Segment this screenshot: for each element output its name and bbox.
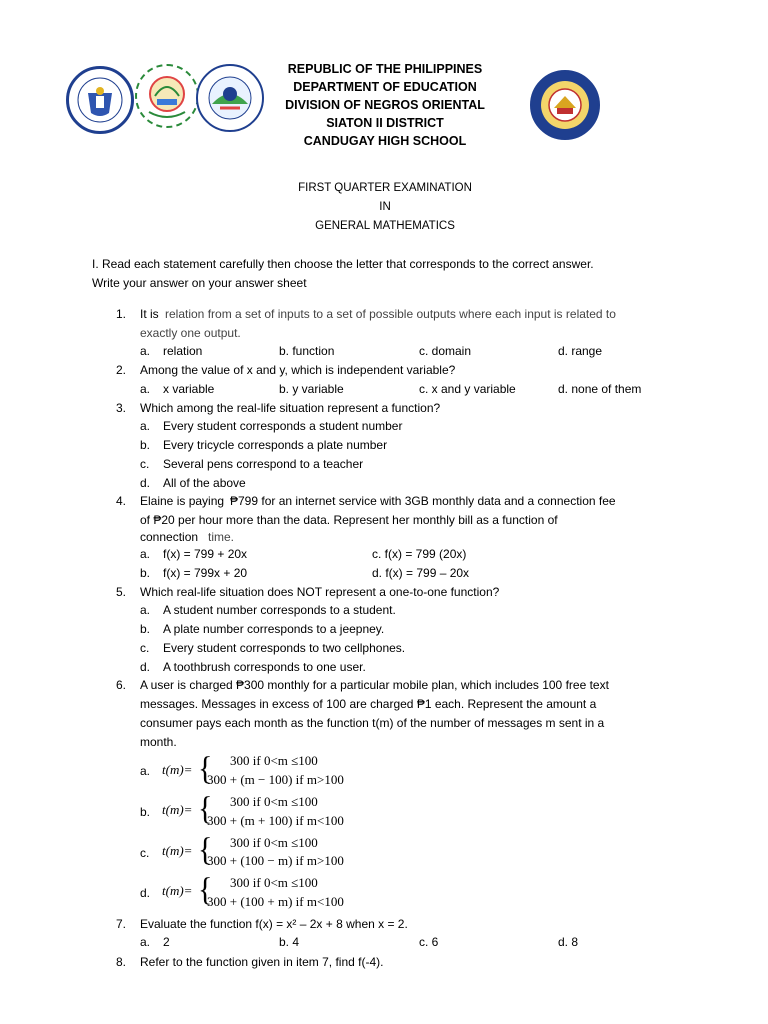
q3-option-c: Several pens correspond to a teacher	[163, 457, 364, 471]
q3-option-d-letter: d.	[140, 476, 151, 490]
q5-option-d-letter: d.	[140, 660, 151, 674]
q6-option-a-brace: {	[198, 750, 213, 787]
q6-number: 6.	[116, 678, 127, 692]
q2-number: 2.	[116, 363, 127, 377]
q2-option-b: b. y variable	[279, 382, 344, 396]
header-department: DEPARTMENT OF EDUCATION	[293, 80, 477, 94]
q6-option-a-case1: 300 if 0<m ≤100	[230, 753, 318, 768]
school-seal-logo	[530, 70, 600, 140]
q6-option-d-case1: 300 if 0<m ≤100	[230, 875, 318, 890]
q6-option-b-brace: {	[198, 790, 213, 827]
q4-text-connection: connection	[140, 530, 199, 544]
q6-text-line3: consumer pays each month as the function t(m) of the number of messages m sent in a	[140, 716, 605, 730]
q6-option-d-letter: d.	[140, 886, 151, 900]
q6-option-c-letter: c.	[140, 846, 150, 860]
q7-text: Evaluate the function f(x) = x² – 2x + 8 when x = 2.	[140, 917, 408, 931]
q7-option-a: 2	[163, 935, 170, 949]
deped-seal-logo	[66, 66, 134, 134]
q1-text-cont: exactly one output.	[140, 326, 241, 340]
q5-option-b-letter: b.	[140, 622, 151, 636]
q4-text: ₱799 for an internet service with 3GB monthly data and a connection fee	[230, 494, 616, 508]
q6-option-d-lhs: t(m)=	[162, 883, 193, 898]
q1-option-b: b. function	[279, 344, 335, 358]
instructions-line1: I. Read each statement carefully then choose the letter that corresponds to the correct answer.	[92, 257, 594, 271]
q6-option-b-case2: 300 + (m + 100) if m<100	[207, 813, 344, 828]
q6-option-c-case2: 300 + (100 − m) if m>100	[207, 853, 344, 868]
q4-option-a: f(x) = 799 + 20x	[163, 547, 248, 561]
q6-option-b-lhs: t(m)=	[162, 802, 193, 817]
q4-option-d: d. f(x) = 799 – 20x	[372, 566, 470, 580]
q4-option-b: f(x) = 799x + 20	[163, 566, 248, 580]
q7-option-d: d. 8	[558, 935, 579, 949]
instructions-line2: Write your answer on your answer sheet	[92, 276, 307, 290]
q6-text-line4: month.	[140, 735, 177, 749]
q6-option-a-lhs: t(m)=	[162, 762, 193, 777]
q3-option-d: All of the above	[163, 476, 246, 490]
q3-option-b-letter: b.	[140, 438, 151, 452]
q2-option-a: x variable	[163, 382, 215, 396]
q1-option-a: relation	[163, 344, 203, 358]
q6-text-line1: A user is charged ₱300 monthly for a particular mobile plan, which includes 100 free text	[140, 678, 609, 692]
q6-option-b-case1: 300 if 0<m ≤100	[230, 794, 318, 809]
q4-text-time: time.	[208, 530, 235, 544]
q4-option-c: c. f(x) = 799 (20x)	[372, 547, 467, 561]
q4-option-a-letter: a.	[140, 547, 151, 561]
q6-option-c-lhs: t(m)=	[162, 843, 193, 858]
q7-option-b: b. 4	[279, 935, 300, 949]
q6-text-line2: messages. Messages in excess of 100 are charged ₱1 each. Represent the amount a	[140, 697, 597, 711]
exam-title-in: IN	[379, 201, 391, 213]
q1-option-a-letter: a.	[140, 344, 151, 358]
q3-text: Which among the real-life situation represent a function?	[140, 401, 441, 415]
q3-option-a-letter: a.	[140, 419, 151, 433]
q6-option-d-brace: {	[198, 871, 213, 908]
q5-option-b: A plate number corresponds to a jeepney.	[163, 622, 385, 636]
q5-text: Which real-life situation does NOT represent a one-to-one function?	[140, 585, 500, 599]
q5-number: 5.	[116, 585, 127, 599]
region-seal-logo	[135, 64, 199, 128]
q6-option-b-letter: b.	[140, 805, 151, 819]
exam-title: FIRST QUARTER EXAMINATION	[298, 182, 472, 194]
q7-option-c: c. 6	[419, 935, 439, 949]
q3-number: 3.	[116, 401, 127, 415]
q2-option-c: c. x and y variable	[419, 382, 516, 396]
q4-option-b-letter: b.	[140, 566, 151, 580]
q1-prefix: It is	[140, 307, 159, 321]
header-school: CANDUGAY HIGH SCHOOL	[303, 134, 467, 148]
q5-option-a: A student number corresponds to a student.	[163, 603, 396, 617]
q1-text: relation from a set of inputs to a set of possible outputs where each input is related to	[165, 307, 616, 321]
q4-number: 4.	[116, 494, 127, 508]
q3-option-b: Every tricycle corresponds a plate number	[163, 438, 388, 452]
q1-option-c: c. domain	[419, 344, 472, 358]
q4-prefix: Elaine is paying	[140, 494, 225, 508]
q7-option-a-letter: a.	[140, 935, 151, 949]
q7-number: 7.	[116, 917, 127, 931]
exam-subject: GENERAL MATHEMATICS	[315, 220, 455, 232]
q5-option-c: Every student corresponds to two cellphones.	[163, 641, 406, 655]
q5-option-c-letter: c.	[140, 641, 150, 655]
q3-option-c-letter: c.	[140, 457, 150, 471]
header-republic: REPUBLIC OF THE PHILIPPINES	[287, 62, 483, 76]
q6-option-d-case2: 300 + (100 + m) if m<100	[207, 894, 344, 909]
q6-option-c-brace: {	[198, 831, 213, 868]
q8-text: Refer to the function given in item 7, find f(-4).	[140, 955, 384, 969]
q4-text-cont: of ₱20 per hour more than the data. Represent her monthly bill as a function of	[140, 513, 558, 527]
q6-option-c-case1: 300 if 0<m ≤100	[230, 835, 318, 850]
q2-option-d: d. none of them	[558, 382, 642, 396]
q3-option-a: Every student corresponds a student number	[163, 419, 403, 433]
q1-number: 1.	[116, 307, 127, 321]
q8-number: 8.	[116, 955, 127, 969]
q6-option-a-letter: a.	[140, 764, 151, 778]
q1-option-d: d. range	[558, 344, 603, 358]
q6-option-a-case2: 300 + (m − 100) if m>100	[207, 772, 344, 787]
header-district: SIATON II DISTRICT	[326, 116, 444, 130]
q5-option-d: A toothbrush corresponds to one user.	[163, 660, 366, 674]
q2-option-a-letter: a.	[140, 382, 151, 396]
q2-text: Among the value of x and y, which is independent variable?	[140, 363, 456, 377]
header-division: DIVISION OF NEGROS ORIENTAL	[285, 98, 485, 112]
q5-option-a-letter: a.	[140, 603, 151, 617]
